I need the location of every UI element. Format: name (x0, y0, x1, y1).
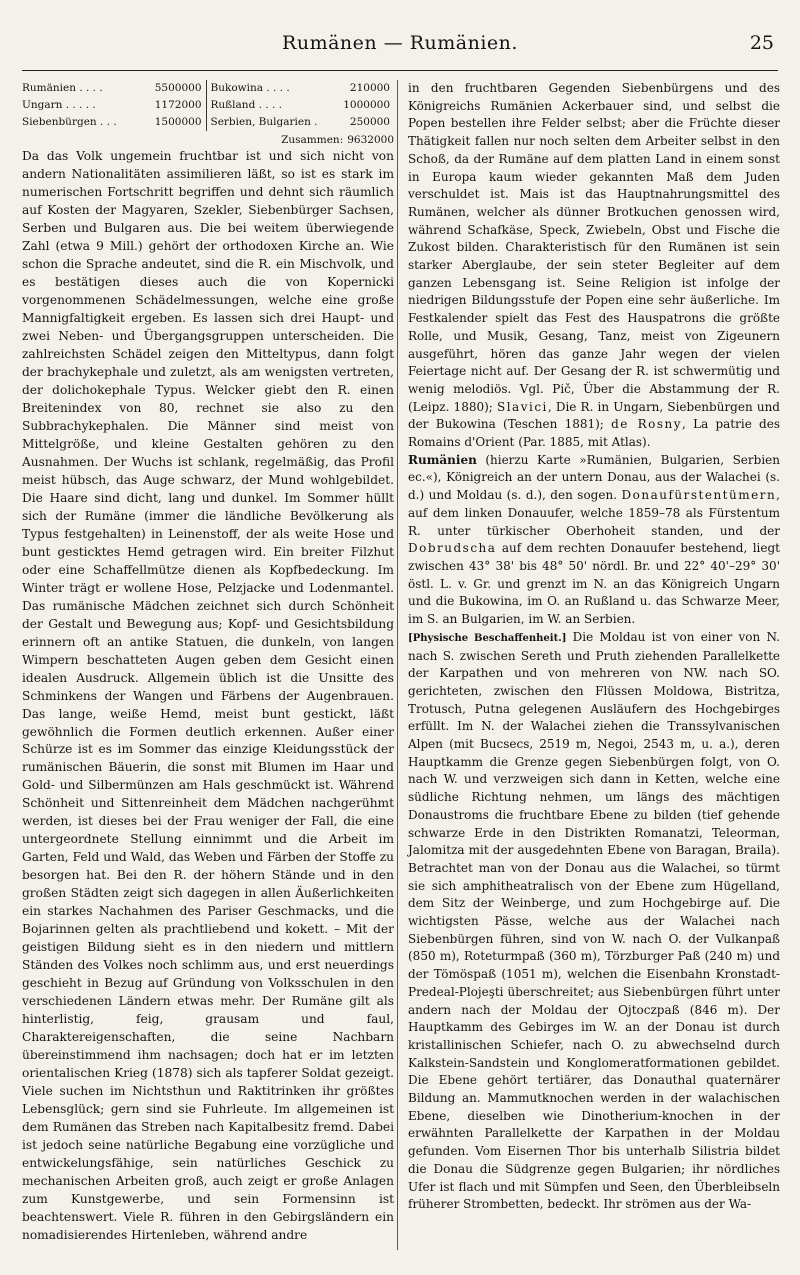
body-paragraph: Da das Volk ungemein fruchtbar ist und sich nicht von andern Nationalitäten assimilieren läßt, so ist es stark im numerischen Fortschritt begriffen und dehnt sich räumlich auf Kosten der Magyaren, Szekler, Siebenbürger Sachsen, Serben und Bulgaren aus. Die bei weitem überwiegende Zahl (etwa 9 Mill.) gehört der orthodoxen Kirche an. Wie schon die Sprache andeutet, sind die R. ein Mischvolk, und es bestätigen dieses auch die von Kopernicki vorgenommenen Schädelmessungen, welche eine große Mannigfaltigkeit ergeben. Es lassen sich drei Haupt- und zwei Neben- und Übergangsgruppen unterscheiden. Die zahlreichsten Schädel zeigen den Mitteltypus, dann folgt der brachykephale und zuletzt, als am wenigsten vertreten, der dolichokephale Typus. Welcker giebt den R. einen Breitenindex von 80, rechnet sie also zu den Subbrachykephalen. Die Männer sind meist von Mittelgröße, und kleine Gestalten gehören zu den Ausnahmen. Der Wuchs ist schlank, regelmäßig, das Profil meist hübsch, das Auge schwarz, der Mund wohlgebildet. Die Haare sind dicht, lang und dunkel. Im Sommer hüllt sich der Rumäne (immer die ländliche Bevölkerung als Typus festgehalten) in Leinenstoff, der als weite Hose und bunt gesticktes Hemd getragen wird. Ein breiter Filzhut oder eine Schaffellmütze dienen als Kopfbedeckung. Im Winter trägt er wollene Hose, Pelzjacke und Lodenmantel. Das rumänische Mädchen zeichnet sich durch Schönheit der Gestalt und Bewegung aus; Kopf- und Gesichtsbildung erinnern oft an antike Statuen, die dunkeln, von langen Wimpern beschatteten Augen geben dem Gesicht einen idealen Ausdruck. Allgemein üblich ist die Unsitte des Schminkens der Wangen und Färbens der Augenbrauen. Das lange, weiße Hemd, meist bunt gestickt, läßt gewöhnlich die Formen deutlich erkennen. Außer einer Schürze ist es im Sommer das einzige Kleidungsstück der rumänischen Bäuerin, die sonst mit Blumen im Haar und Gold- und Silbermünzen am Hals geschmückt ist. Während Schönheit und Sittenreinheit dem Mädchen nachgerühmt werden, ist dieses bei der Frau weniger der Fall, die eine untergeordnete Stellung einnimmt und die Arbeit im Garten, Feld und Wald, das Weben und Färben der Stoffe zu besorgen hat. Bei den R. der höhern Stände und in den großen Städten zeigt sich dagegen in allen Äußerlichkeiten ein starkes Nachahmen des Pariser Geschmacks, und die Bojarinnen gelten als prachtliebend und kokett. – Mit der geistigen Bildung sieht es in den niedern und mittlern Ständen des Volkes noch schlimm aus, und erst neuerdings geschieht in Bezug auf Gründung von Volksschulen in den verschiedenen Ländern etwas mehr. Der Rumäne gilt als hinterlistig, feig, grausam und faul, Charaktereigenschaften, die seine Nachbarn übereinstimmend ihm nachsagen; doch hat er im letzten orientalischen Krieg (1878) sich als tapferer Soldat gezeigt. Viele suchen im Nichtsthun und Raktitrinken ihr größtes Lebensglück; gern sind sie Fuhrleute. Im allgemeinen ist dem Rumänen das Streben nach Kapitalbesitz fremd. Dabei ist jedoch seine natürliche Begabung eine vorzügliche und entwickelungsfähige, sein natürliches Geschick zu mechanischen Arbeiten groß, auch zeigt er große Anlagen zum Kunstgewerbe, und sein Formensinn ist beachtenswert. Viele R. führen in den Gebirgsländern ein nomadisierendes Hirtenleben, während andre (22, 149, 394, 1243)
author-name: Slavici (496, 399, 548, 414)
table-row (211, 97, 395, 114)
region-label: Rußland . . . . (210, 99, 282, 111)
region-value: 210000 (349, 82, 390, 94)
population-table (22, 80, 394, 131)
page-number: 25 (749, 32, 774, 54)
region-label: Serbien, Bulgarien . (210, 116, 318, 128)
paragraph-text: Die Moldau ist von einer von N. nach S. zwischen Sereth und Pruth ziehenden Parallelkette der Karpathen und von mehreren von NW. nach SO. gerichteten, zwischen den Flüssen Moldowa, Bistritza, Trotusch, Putna gelegenen Ausläufern des Hochgebirges erfüllt. Im N. der Walachei ziehen die Transsylvanischen Alpen (mit Bucsecs, 2519 m, Negoi, 2543 m, u. a.), deren Hauptkamm die Grenze gegen Siebenbürgen folgt, von O. nach W. und verzweigen sich dann in Ketten, welche eine südliche Richtung nehmen, um längs des mächtigen Donaustroms die fruchtbare Ebene zu bilden (tief gehende schwarze Erde in den Distrikten Romanatzi, Teleorman, Jalomitza mit der ausgedehnten Ebene von Baragan, Braila). Betrachtet man von der Donau aus die Walachei, so türmt sie sich amphitheatralisch von der Ebene zum Hügelland, dem Sitz der Weinberge, und zum Hochgebirge auf. Die wichtigsten Pässe, welche aus der Walachei nach Siebenbürgen führen, sind von W. nach O. der Vulkanpaß (850 m), Roteturmpaß (360 m), Törzburger Paß (240 m) und der Tömöspaß (1051 m), welchen die Eisenbahn Kronstadt-Predeal-Plojeşti überschreitet; aus Siebenbürgen führt unter andern nach der Moldau der Ojtoczpaß (846 m). Der Hauptkamm des Gebirges im W. an der Donau ist durch kristallinischen Schiefer, nach O. zu abwechselnd durch Kalkstein-Sandstein und Konglomeratformationen gebildet. Die Ebene gehört tertiärer, das Donauthal quaternärer Bildung an. Mammutknochen werden in der walachischen Ebene, dieselben wie Dinotherium-knochen in der erwähnten Parallelkette der Karpathen in der Moldau gefunden. Vom Eisernen Thor bis unterhalb Silistria bildet die Donau die Südgrenze gegen Bulgarien; ihr nördliches Ufer ist flach und mit Sümpfen und Seen, den Überbleibseln früherer Strombetten, bedeckt. Ihr strömen aus der Wa- (408, 629, 780, 1212)
population-table-right (206, 80, 395, 131)
body-paragraph (408, 80, 780, 452)
region-label: Rumänien . . . . (22, 82, 103, 94)
running-title: Rumänen — Rumänien. (282, 32, 518, 54)
table-row (22, 80, 206, 97)
column-divider (397, 80, 398, 1250)
term: Dobrudscha (408, 541, 497, 556)
paragraph-text: (hierzu Karte »Rumänien, Bulgarien, Serbien ec.«), Königreich an der untern Donau, aus der Walachei (s. d.) und Moldau (s. d.), den sogen. (408, 452, 780, 503)
region-label: Bukowina . . . . (210, 82, 290, 94)
paragraph-text: , La patrie des Romains d'Orient (Par. 1885, mit Atlas). (408, 417, 780, 450)
page-header (22, 30, 778, 71)
total-value: 9632000 (347, 134, 394, 146)
region-value: 1500000 (154, 116, 202, 128)
region-value: 1000000 (343, 99, 390, 111)
right-column (408, 80, 780, 1214)
paragraph-text: , auf dem linken Donauufer, welche 1859–78 als Fürstentum R. unter türkischer Oberhoheit standen, und der (408, 488, 780, 538)
author-name: de Rosny (611, 417, 683, 432)
article-headword: Rumänien (408, 452, 477, 467)
region-label: Ungarn . . . . . (22, 99, 96, 111)
region-value: 5500000 (154, 82, 202, 94)
section-heading: [Physische Beschaffenheit.] (408, 632, 567, 644)
term: Donaufürstentümern (621, 488, 777, 503)
population-total (22, 132, 394, 148)
section-paragraph (408, 629, 780, 1214)
region-value: 250000 (349, 116, 390, 128)
table-row (22, 114, 206, 131)
table-row (211, 114, 395, 131)
table-row (22, 97, 206, 114)
left-column (22, 80, 394, 1245)
paragraph-text: in den fruchtbaren Gegenden Siebenbürgens und des Königreichs Rumänien Ackerbauer sind, und selbst die Popen bestellen ihre Felder selbst; aber die Früchte dieser Thätigkeit fallen nur noch selten dem Arbeiter selbst in den Schoß, da der Rumäne auf dem platten Land in einem sonst in Europa kaum wieder gekannten Maß dem Juden verschuldet ist. Mais ist das Hauptnahrungsmittel des Rumänen, welcher als dünner Brotkuchen genossen wird, während Schafkäse, Speck, Zwiebeln, Obst und Fische die Zukost bilden. Charakteristisch für den Rumänen ist sein starker Aberglaube, der sein steter Begleiter auf dem ganzen Lebensgang ist. Seine Religion ist infolge der niedrigen Bildungsstufe der Popen eine sehr äußerliche. Im Festkalender spielt das Fest des Hauspatrons die größte Rolle, und Musik, Gesang, Tanz, meist von Zigeunern ausgeführt, hören das ganze Jahr wegen der vielen Feiertage nicht auf. Der Gesang der R. ist schwermütig und wenig melodiös. Vgl. Pič, Über die Abstammung der R. (Leipz. 1880); (408, 81, 780, 414)
paragraph-text: auf dem rechten Donauufer bestehend, liegt zwischen 43° 38' bis 48° 50' nördl. Br. und 22° 40'–29° 30' östl. L. v. Gr. und grenzt im N. an das Königreich Ungarn und die Bukowina, im O. an Rußland u. das Schwarze Meer, im S. an Bulgarien, im W. an Serbien. (408, 541, 780, 627)
table-row (211, 80, 395, 97)
total-label: Zusammen: (281, 134, 344, 146)
population-table-left (22, 80, 206, 131)
region-value: 1172000 (154, 99, 202, 111)
region-label: Siebenbürgen . . . (22, 116, 117, 128)
paragraph-text: , Die R. in Ungarn, Siebenbürgen und der Bukowina (Teschen 1881); (408, 399, 780, 432)
article-paragraph (408, 452, 780, 629)
